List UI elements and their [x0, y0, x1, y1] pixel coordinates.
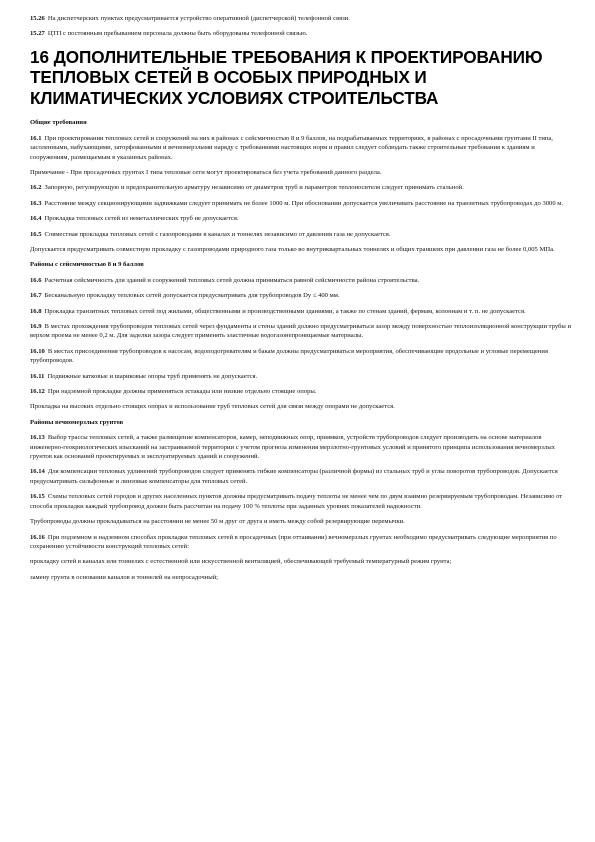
section-permafrost	[30, 433, 571, 582]
paragraph	[30, 168, 571, 177]
clause-number: 16.12	[30, 388, 45, 396]
clause-number: 16.16	[30, 533, 45, 541]
paragraph	[30, 387, 571, 396]
paragraph-text: При надземной прокладке должны применяться эстакады или низкие отдельно стоящие опоры.	[47, 388, 317, 396]
section-general	[30, 134, 571, 255]
paragraph-text: Прокладка на высоких отдельно стоящих опорах и использование труб тепловых сетей для связи между опорами не допускается.	[30, 403, 395, 411]
paragraph-text: Бесканальную прокладку тепловых сетей допускается предусматривать для трубопроводов Dу ≤ 400 мм.	[44, 292, 340, 300]
clause-number: 16.8	[30, 307, 42, 315]
paragraph-text: Прокладка тепловых сетей из неметаллических труб не допускается.	[44, 215, 239, 223]
paragraph-text: прокладку сетей в каналах или тоннелях с естественной или искусственной вентиляцией, обеспечивающей требуемый температурный режим грунта;	[30, 558, 452, 566]
clause-number: 16.9	[30, 323, 42, 330]
paragraph-text: ЦТП с постоянным пребыванием персонала должны быть оборудованы телефонной связью.	[47, 30, 308, 38]
paragraph-text: Допускается предусматривать совместную прокладку с газопроводами природного газа только во внутриквартальных тоннелях и общих траншеях при давлении газа не более 0,005 МПа.	[30, 245, 555, 253]
paragraph	[30, 517, 571, 526]
subheading-seismic: Районы с сейсмичностью 8 и 9 баллов	[30, 261, 144, 269]
paragraph-text: В местах присоединения трубопроводов к насосам, водоподогревателям и бакам должны предусматриваться мероприятия, обеспечивающие продольные и угловые перемещения трубопроводов.	[30, 347, 548, 365]
paragraph	[30, 291, 571, 300]
paragraph	[30, 14, 571, 23]
paragraph-text: Расстояние между секционирующими задвижками следует принимать не более 1000 м. При обосновании допускается увеличивать расстояние на транзитных трубопроводах до 3000 м.	[44, 199, 564, 207]
paragraph-text: Выбор трассы тепловых сетей, а также размещение компенсаторов, камер, неподвижных опор, приямков, устройств трубопроводов следует производить на основе материалов инженерно-геокриологических изысканий на застраиваемой территории с учетом прогноза изменения мерзлотно-грунтовых условий и принятого принципа использования вечномерзлых грунтов как оснований проектируемых и эксплуатируемых зданий и сооружений.	[30, 434, 555, 461]
paragraph-text: Запорную, регулирующую и предохранительную арматуру независимо от диаметров труб и параметров теплоносителя следует принимать стальной.	[44, 184, 464, 192]
paragraph	[30, 29, 571, 38]
clause-number: 16.15	[30, 493, 45, 501]
clause-number: 16.3	[30, 199, 42, 207]
clause-number: 16.5	[30, 230, 42, 238]
paragraph-text: Совместная прокладка тепловых сетей с газопроводами в каналах и тоннелях независимо от давления газа не допускается.	[44, 230, 391, 238]
paragraph	[30, 372, 571, 381]
paragraph-text: При подземном и надземном способах прокладки тепловых сетей в просадочных (при оттаивании) вечномерзлых грунтах необходимо предусматривать следующие мероприятия по сохранению устойчивости конструкций тепловых сетей:	[30, 533, 557, 550]
paragraph	[30, 307, 571, 316]
paragraph	[30, 214, 571, 223]
clause-number: 16.11	[30, 372, 45, 380]
clause-number: 15.27	[30, 30, 45, 38]
clause-number: 16.14	[30, 468, 45, 476]
clause-number: 16.10	[30, 347, 45, 355]
clause-number: 16.1	[30, 134, 42, 142]
paragraph	[30, 533, 571, 552]
paragraph-text: Схемы тепловых сетей городов и других населенных пунктов должны предусматривать подачу теплоты не менее чем по двум взаимно резервируемым трубопроводам. Независимо от способа прокладки каждый трубопровод должен быть рассчитан на подачу 100 % теплоты при заданных уровнях показателей надежности.	[30, 493, 563, 510]
subheading-permafrost: Районы вечномерзлых грунтов	[30, 418, 124, 426]
paragraph-text: Трубопроводы должны прокладываться на расстоянии не менее 50 м друг от друга и иметь между собой резервирующие перемычки.	[30, 518, 405, 526]
paragraph	[30, 492, 571, 511]
paragraph-text: Подвижные катковые и шариковые опоры труб применять не допускается.	[47, 372, 258, 380]
paragraph	[30, 134, 571, 162]
page-title: 16 ДОПОЛНИТЕЛЬНЫЕ ТРЕБОВАНИЯ К ПРОЕКТИРОВАНИЮ ТЕПЛОВЫХ СЕТЕЙ В ОСОБЫХ ПРИРОДНЫХ И КЛИМАТИЧЕСКИХ УСЛОВИЯХ СТРОИТЕЛЬСТВА	[30, 46, 543, 108]
paragraph-text: Прокладка транзитных тепловых сетей под жилыми, общественными и производственными зданиями, а также по стенам зданий, фермам, колоннам и т. п. не допускается.	[44, 307, 526, 315]
paragraph	[30, 276, 571, 285]
clause-number: 15.26	[30, 15, 45, 22]
section-15-end	[30, 14, 571, 39]
paragraph	[30, 230, 571, 239]
section-seismic	[30, 276, 571, 412]
paragraph	[30, 557, 571, 566]
paragraph	[30, 199, 571, 208]
paragraph-text: Для компенсации тепловых удлинений трубопроводов следует применять гибкие компенсаторы (различной формы) из стальных труб и углы поворотов трубопроводов. Допускается предусматривать сильфонные и линзовые компенсаторы для тепловых сетей.	[30, 468, 558, 485]
paragraph	[30, 402, 571, 411]
paragraph	[30, 245, 571, 254]
paragraph	[30, 322, 571, 341]
paragraph-text: Расчетная сейсмичность для зданий и сооружений тепловых сетей должна приниматься равной сейсмичности района строительства.	[44, 276, 420, 284]
paragraph	[30, 347, 571, 366]
clause-number: 16.13	[30, 434, 45, 442]
paragraph-text: Примечание - При просадочных грунтах I типа тепловые сети могут проектироваться без учета требований данного раздела.	[30, 168, 382, 176]
paragraph	[30, 183, 571, 192]
clause-number: 16.2	[30, 184, 42, 192]
clause-number: 16.7	[30, 292, 42, 300]
paragraph	[30, 573, 571, 582]
subheading-general: Общие требования	[30, 119, 87, 127]
clause-number: 16.6	[30, 276, 42, 284]
paragraph-text: В местах прохождения трубопроводов тепловых сетей через фундаменты и стены зданий должно предусматриваться зазор между поверхностью теплоизоляционной конструкции трубы и верхом проема не менее 0,2 м. Для заделки зазора следует применять эластичные водогазонепроницаемые материалы.	[30, 323, 572, 340]
paragraph-text: При проектировании тепловых сетей и сооружений на них в районах с сейсмичностью 8 и 9 баллов, на подрабатываемых территориях, в районах с просадочными грунтами II типа, засоленными, набухающими, заторфованными и вечномерзлыми наряду с требованиями настоящих норм и правил следует соблюдать также строительные требования к зданиям и сооружениям, размещаемым в указанных районах.	[30, 134, 553, 161]
paragraph	[30, 433, 571, 461]
paragraph-text: На диспетчерских пунктах предусматривается устройство оперативной (диспетчерской) телефонной связи.	[47, 15, 350, 22]
paragraph	[30, 467, 571, 486]
clause-number: 16.4	[30, 215, 42, 223]
paragraph-text: замену грунта в основании каналов и тоннелей на непросадочный;	[30, 573, 218, 581]
